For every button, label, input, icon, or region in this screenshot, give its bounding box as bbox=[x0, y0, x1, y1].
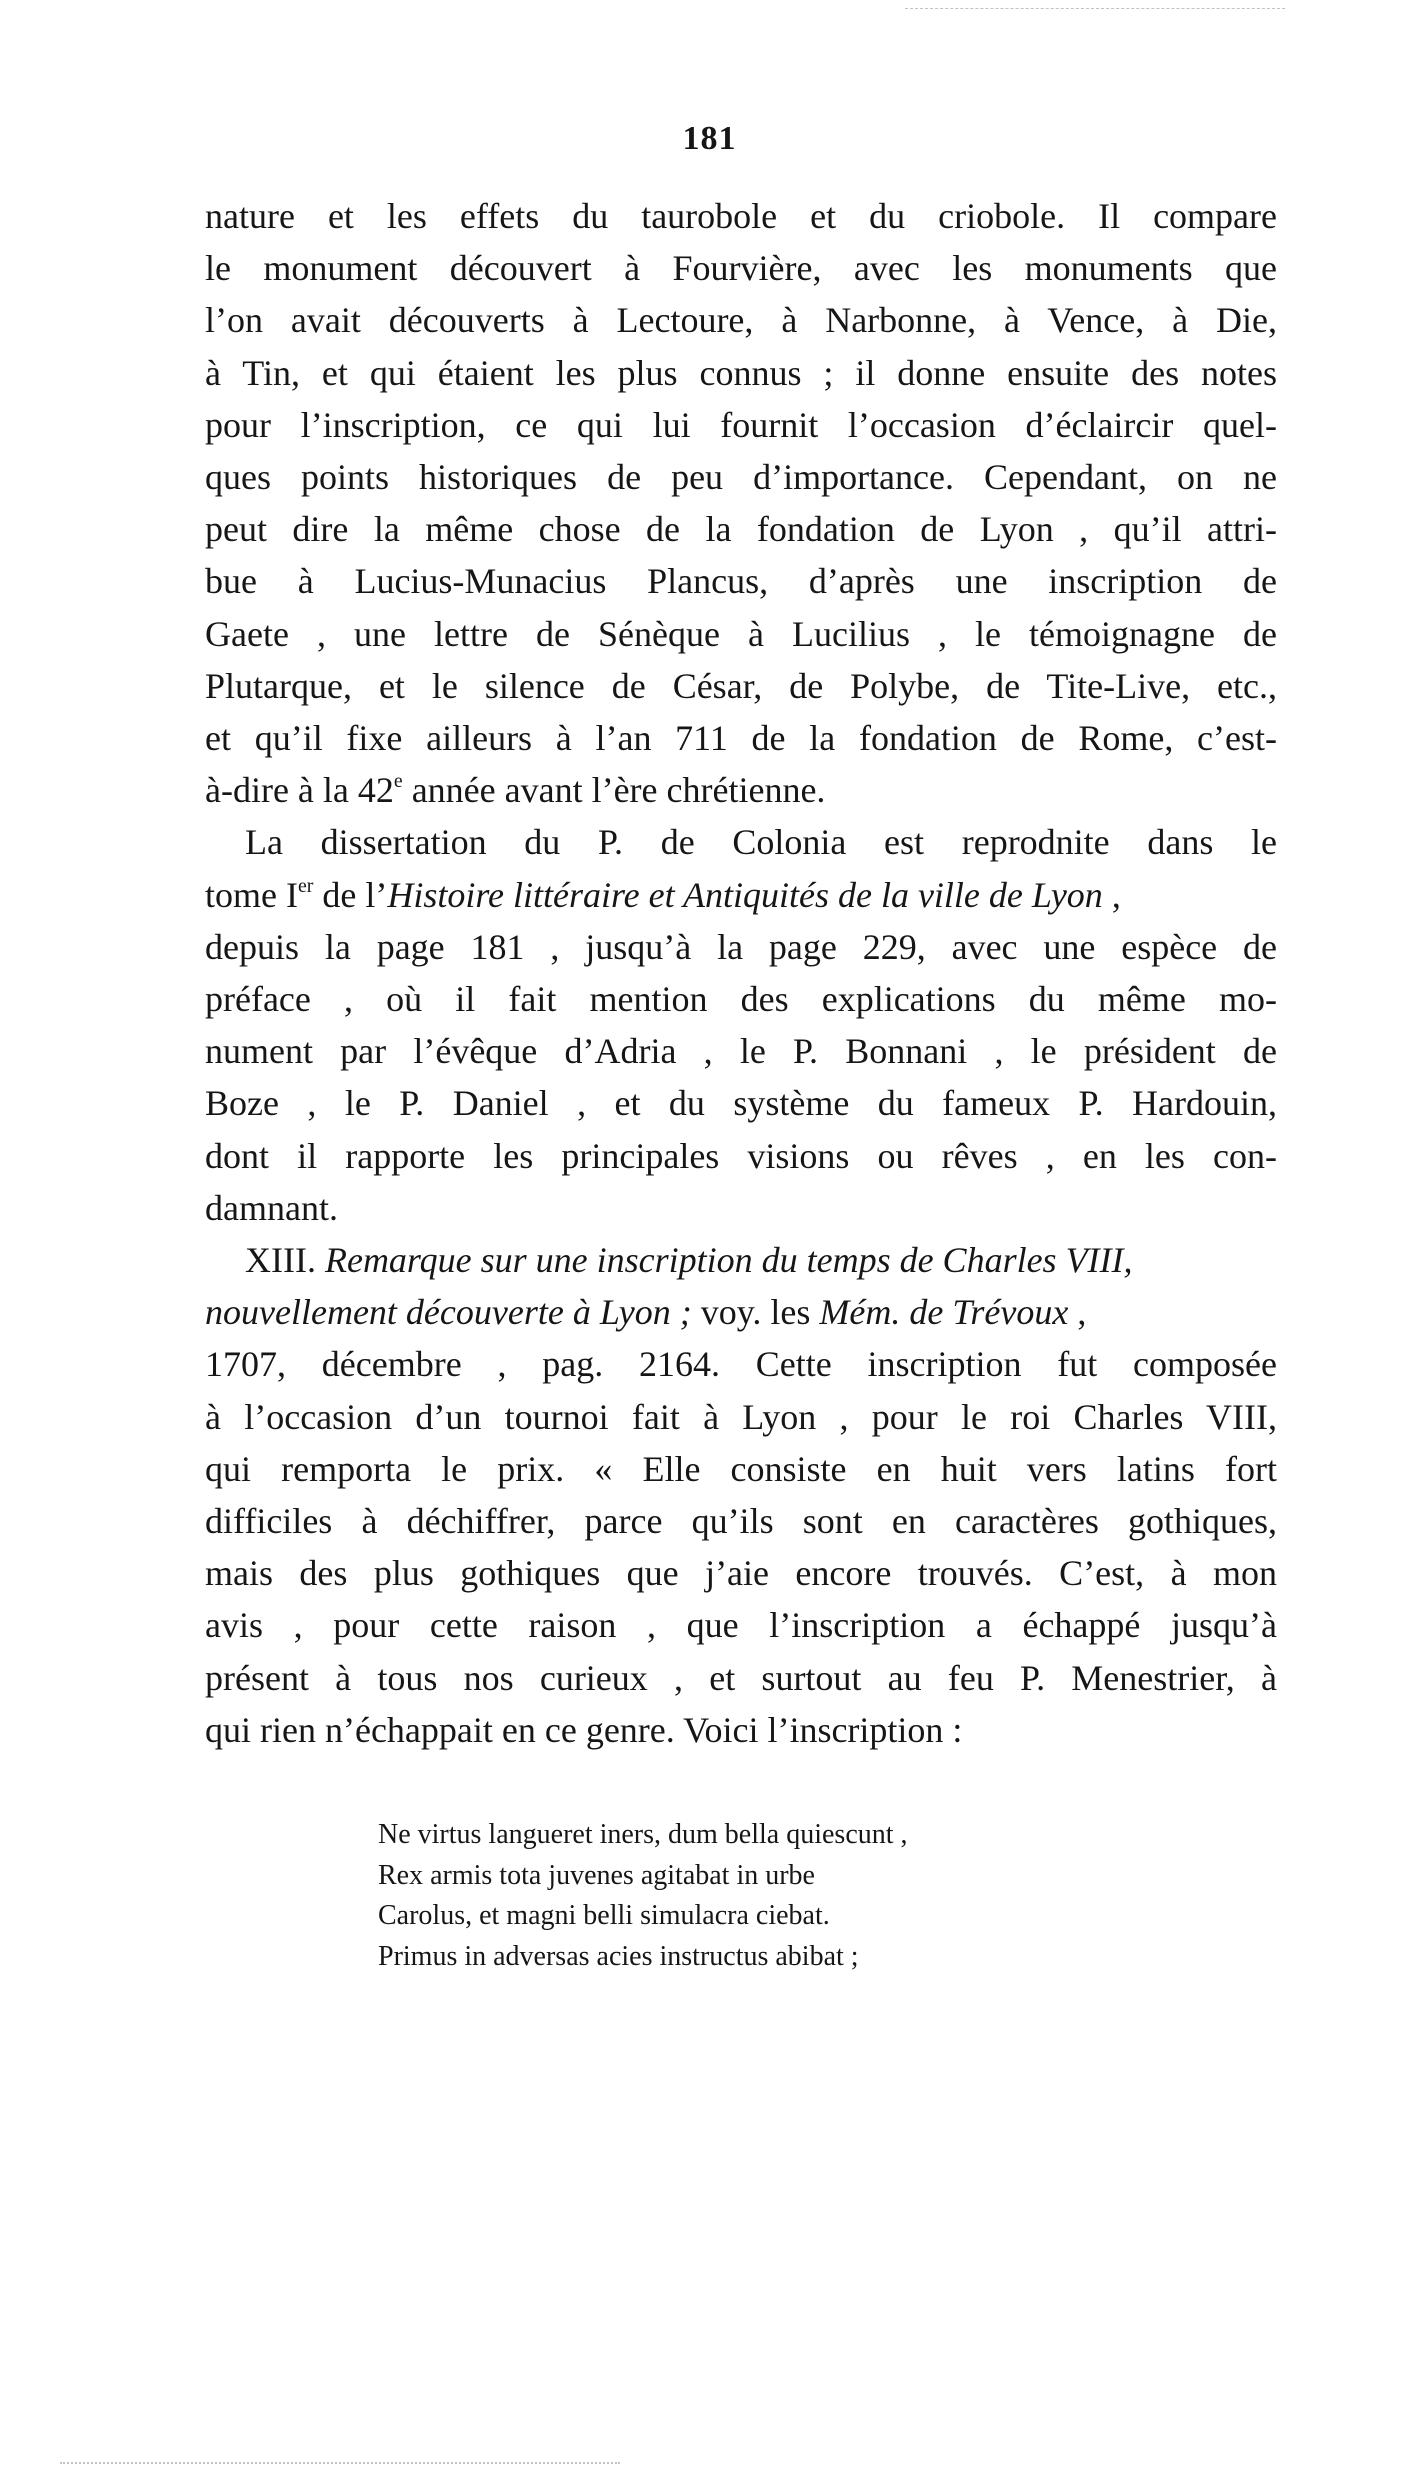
text-line: nument par l’évêque d’Adria , le P. Bonnani , le président de bbox=[205, 1031, 1277, 1072]
top-edge-mark bbox=[905, 8, 1285, 9]
section-number: XIII. bbox=[245, 1240, 325, 1281]
text-line bbox=[205, 869, 1277, 921]
text-fragment: de l’ bbox=[313, 874, 388, 915]
body-text bbox=[205, 190, 1277, 1756]
text-line: Gaete , une lettre de Sénèque à Lucilius , le témoignagne de bbox=[205, 613, 1277, 654]
verse-line: Primus in adversas acies instructus abibat ; bbox=[378, 1940, 859, 1972]
text-fragment: tome I bbox=[205, 874, 298, 915]
text-line: dont il rapporte les principales visions ou rêves , en les con- bbox=[205, 1135, 1277, 1176]
text-line: et qu’il fixe ailleurs à l’an 711 de la fondation de Rome, c’est- bbox=[205, 718, 1277, 759]
text-line: présent à tous nos curieux , et surtout au feu P. Menestrier, à bbox=[205, 1657, 1277, 1698]
text-line-last: damnant. bbox=[205, 1187, 338, 1228]
verse-line: Carolus, et magni belli simulacra ciebat. bbox=[378, 1900, 830, 1931]
text-line: pour l’inscription, ce qui lui fournit l’occasion d’éclaircir quel- bbox=[205, 404, 1277, 445]
text-line: nature et les effets du taurobole et du criobole. Il compare bbox=[205, 196, 1277, 236]
text-line: préface , où il fait mention des explications du même mo- bbox=[205, 979, 1277, 1020]
verse-line: Rex armis tota juvenes agitabat in urbe bbox=[378, 1859, 815, 1891]
text-line: avis , pour cette raison , que l’inscription a échappé jusqu’à bbox=[205, 1605, 1277, 1646]
text-line: ques points historiques de peu d’importance. Cependant, on ne bbox=[205, 457, 1277, 498]
text-line-last bbox=[205, 764, 1277, 816]
text-fragment: année avant l’ère chrétienne. bbox=[402, 770, 826, 811]
text-line: le monument découvert à Fourvière, avec les monuments que bbox=[205, 248, 1277, 289]
text-line bbox=[205, 1234, 1277, 1286]
text-line: Boze , le P. Daniel , et du système du fameux P. Hardouin, bbox=[205, 1083, 1277, 1124]
text-line: 1707, décembre , pag. 2164. Cette inscription fut composée bbox=[205, 1344, 1277, 1385]
text-line: difficiles à déchiffrer, parce qu’ils sont en caractères gothiques, bbox=[205, 1501, 1277, 1542]
text-line: Plutarque, et le silence de César, de Polybe, de Tite-Live, etc., bbox=[205, 665, 1277, 706]
text-fragment: voy. les bbox=[691, 1292, 820, 1333]
text-fragment: , bbox=[1102, 874, 1121, 915]
text-line: bue à Lucius-Munacius Plancus, d’après une inscription de bbox=[205, 561, 1277, 602]
bottom-edge-mark bbox=[60, 2462, 620, 2464]
section-title: Remarque sur une inscription du temps de Charles VIII, bbox=[324, 1240, 1133, 1281]
text-fragment: , bbox=[1068, 1292, 1087, 1333]
text-line-last: qui rien n’échappait en ce genre. Voici l’inscription : bbox=[205, 1709, 963, 1750]
text-line: peut dire la même chose de la fondation de Lyon , qu’il attri- bbox=[205, 509, 1277, 550]
verse-line: Ne virtus langueret iners, dum bella quiescunt , bbox=[378, 1819, 908, 1850]
page-number: 181 bbox=[682, 120, 737, 157]
book-title: Histoire littéraire et Antiquités de la ville de Lyon bbox=[387, 874, 1103, 915]
text-line: depuis la page 181 , jusqu’à la page 229, avec une espèce de bbox=[205, 926, 1277, 967]
text-fragment: à-dire à la 42 bbox=[205, 770, 394, 811]
latin-verse bbox=[378, 1815, 908, 1977]
text-line: mais des plus gothiques que j’aie encore trouvés. C’est, à mon bbox=[205, 1553, 1277, 1594]
text-line: La dissertation du P. de Colonia est reprodnite dans le bbox=[245, 822, 1277, 863]
superscript: er bbox=[297, 874, 314, 897]
text-line: qui remporta le prix. « Elle consiste en huit vers latins fort bbox=[205, 1448, 1277, 1489]
text-line bbox=[205, 1286, 1277, 1338]
section-title-cont: nouvellement découverte à Lyon ; bbox=[205, 1292, 692, 1333]
text-line: à l’occasion d’un tournoi fait à Lyon , pour le roi Charles VIII, bbox=[205, 1396, 1277, 1437]
journal-title: Mém. de Trévoux bbox=[819, 1292, 1069, 1333]
text-line: à Tin, et qui étaient les plus connus ; il donne ensuite des notes bbox=[205, 352, 1277, 393]
superscript: e bbox=[393, 770, 403, 793]
text-line: l’on avait découverts à Lectoure, à Narbonne, à Vence, à Die, bbox=[205, 300, 1277, 341]
